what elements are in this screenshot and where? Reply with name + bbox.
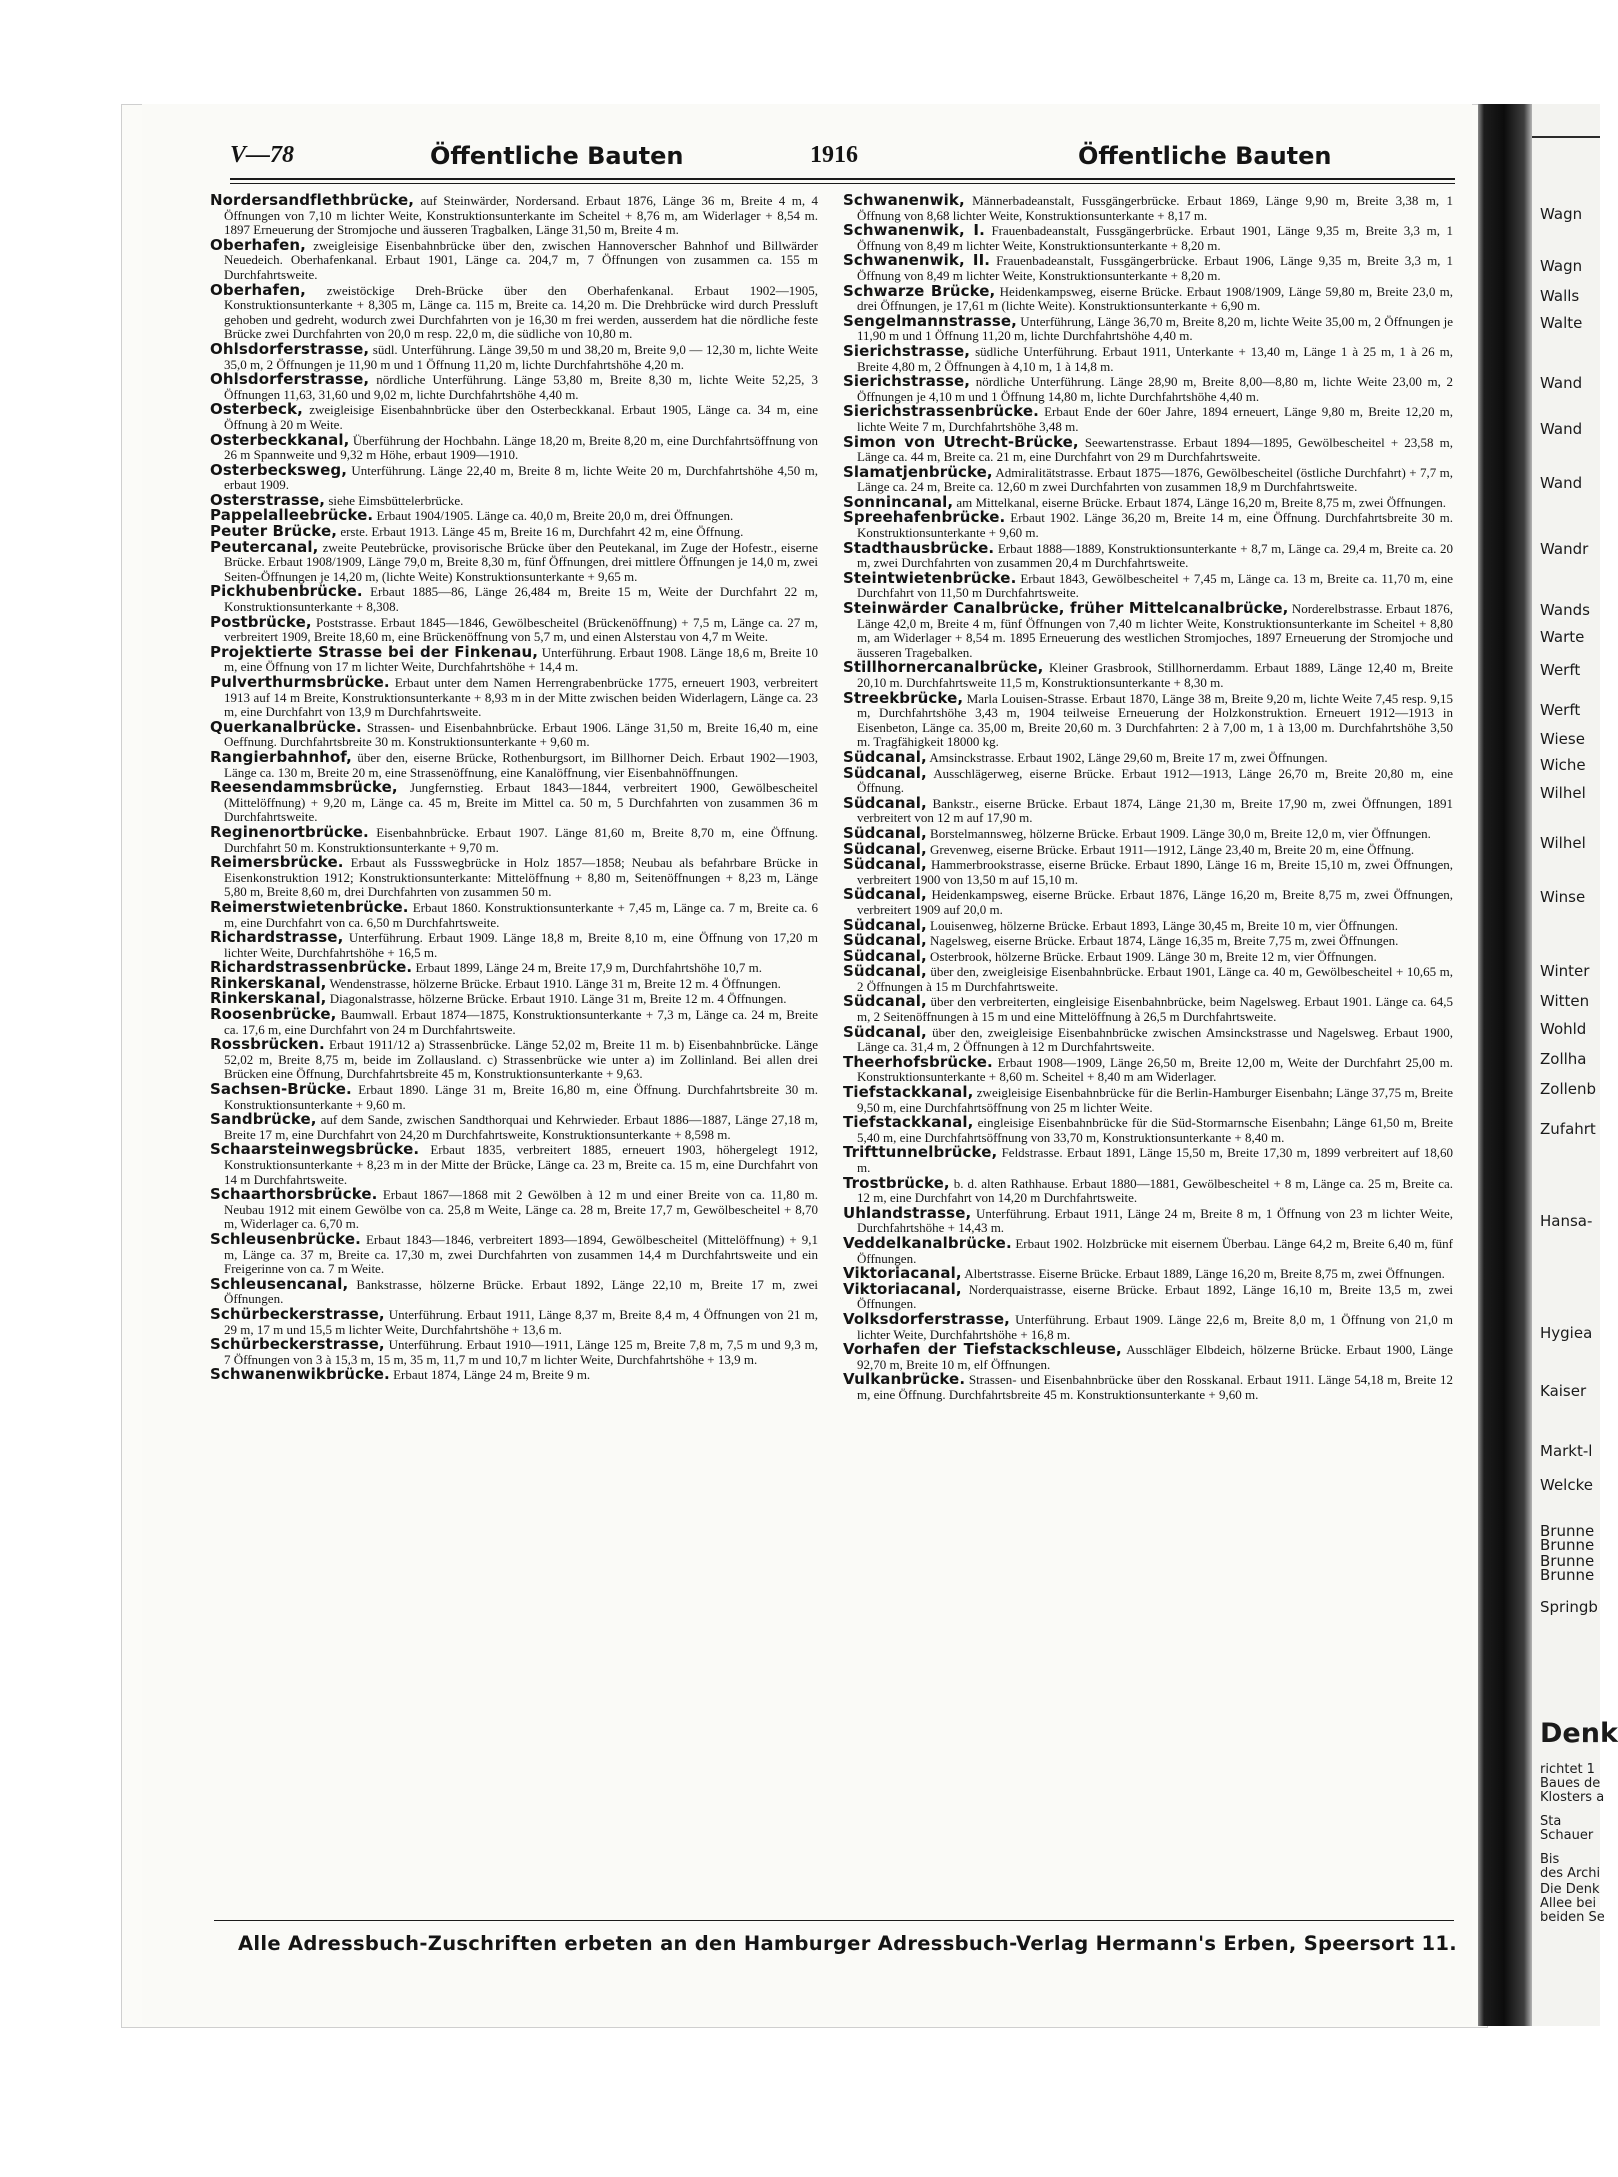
adjacent-page-line: Wagn bbox=[1540, 205, 1583, 223]
entry-text: Unterführung, Länge 36,70 m, Breite 8,20 m, lichte Weite 35,00 m, 2 Öffnungen je 11,90 m und 1 Öffnung 11,20 m, lichte Durchfahrtshöhe 4,40 m. bbox=[857, 313, 1454, 344]
adjacent-page-line: Wiese bbox=[1540, 730, 1585, 748]
entry-keyword: Querkanalbrücke. bbox=[210, 717, 362, 736]
entry-keyword: Rossbrücken. bbox=[210, 1035, 325, 1054]
book-gutter bbox=[1478, 104, 1532, 2026]
bridge-entry bbox=[843, 510, 1453, 540]
entry-text: südl. Unterführung. Länge 39,50 m und 38,20 m, Breite 9,0 — 12,30 m, lichte Weite 35,0 m, 2 Öffnungen je 11,90 m und 1 Öffnung 11,20 m, lichte Durchfahrtshöhe 4,20 m. bbox=[224, 341, 818, 372]
adjacent-page-line: Bis bbox=[1540, 1852, 1560, 1867]
adjacent-page-line: Wohld bbox=[1540, 1020, 1587, 1038]
entry-text: Erbaut 1899, Länge 24 m, Breite 17,9 m, Durchfahrtshöhe 10,7 m. bbox=[415, 960, 763, 976]
adjacent-page-line: Werft bbox=[1540, 661, 1581, 679]
bridge-entry bbox=[843, 1085, 1453, 1115]
entry-keyword: Osterbecksweg, bbox=[210, 460, 347, 479]
entry-text: Unterführung. Erbaut 1909. Länge 18,8 m, Breite 8,10 m, eine Öffnung von 17,20 m lichter Weite, Durchfahrtshöhe + 16,5 m. bbox=[224, 930, 819, 960]
bridge-entry bbox=[210, 584, 818, 614]
bridge-entry bbox=[210, 1082, 818, 1112]
bridge-entry bbox=[843, 1022, 1453, 1055]
entry-text: Heidenkampsweg, eiserne Brücke. Erbaut 1876, Länge 16,20 m, Breite 8,75 m, zwei Öffnungen, verbreitert 1909 auf 20,0 m. bbox=[857, 887, 1454, 917]
bridge-entry bbox=[843, 1145, 1453, 1175]
entry-text: Baumwall. Erbaut 1874—1875, Konstruktionsunterkante + 7,3 m, Länge ca. 24 m, Breite ca. 17,6 m, eine Durchfahrt von 24 m Durchfahrtsweite. bbox=[224, 1007, 818, 1037]
bridge-entry bbox=[843, 1342, 1453, 1372]
entry-keyword: Südcanal, bbox=[843, 931, 927, 950]
entry-keyword: Veddelkanalbrücke. bbox=[843, 1233, 1012, 1252]
entry-text: Heidenkampsweg, eiserne Brücke. Erbaut 1908/1909, Länge 59,80 m, Breite 23,0 m, drei Öffnungen, je 17,61 m (lichte Weite). Konstruktionsunterkante + 6,90 m. bbox=[857, 283, 1453, 314]
bridge-entry bbox=[210, 372, 818, 402]
entry-text: Amsinckstrasse. Erbaut 1902, Länge 29,60 m, Breite 17 m, zwei Öffnungen. bbox=[929, 749, 1328, 765]
entry-text: Borstelmannsweg, hölzerne Brücke. Erbaut 1909. Länge 30,0 m, Breite 12,0 m, vier Öffnungen. bbox=[930, 825, 1431, 841]
entry-keyword: Osterbeckkanal, bbox=[210, 430, 350, 449]
adjacent-page-line: Brunne bbox=[1540, 1536, 1595, 1554]
entry-keyword: Spreehafenbrücke. bbox=[843, 508, 1006, 527]
entry-text: Kleiner Grasbrook, Stillhornerdamm. Erbaut 1889, Länge 12,40 m, Breite 20,10 m. Durchfahrtsweite 11,5 m, Konstruktionsunterkante + 8,30 m. bbox=[857, 660, 1453, 690]
entry-keyword: Tiefstackkanal, bbox=[843, 1113, 974, 1132]
bridge-entry bbox=[210, 1007, 818, 1037]
bridge-entry bbox=[210, 402, 818, 432]
entry-keyword: Schürbeckerstrasse, bbox=[210, 1304, 385, 1323]
entry-keyword: Schleusenbrücke. bbox=[210, 1229, 361, 1248]
entry-keyword: Südcanal, bbox=[843, 946, 927, 965]
entry-keyword: Viktoriacanal, bbox=[843, 1264, 962, 1283]
running-title-left: Öffentliche Bauten bbox=[430, 142, 684, 170]
entry-keyword: Peutercanal, bbox=[210, 537, 319, 556]
entry-text: Frauenbadeanstalt, Fussgängerbrücke. Erbaut 1906, Länge 9,35 m, Breite 3,3 m, 1 Öffnung von 8,49 m lichter Weite, Konstruktionsunterkante + 8,20 m. bbox=[857, 253, 1454, 283]
entry-keyword: Reginenortbrücke. bbox=[210, 822, 369, 841]
entry-text: Erbaut 1902. Holzbrücke mit eisernem Überbau. Länge 64,2 m, Breite 6,40 m, fünf Öffnungen. bbox=[857, 1235, 1453, 1266]
bridge-entry bbox=[210, 717, 819, 750]
entry-keyword: Südcanal, bbox=[843, 962, 927, 981]
entry-keyword: Südcanal, bbox=[843, 793, 927, 812]
entry-keyword: Pappelalleebrücke. bbox=[210, 506, 374, 525]
entry-text: Norderelbstrasse. Erbaut 1876, Länge 42,0 m, Breite 4 m, fünf Öffnungen von 7,40 m lichter Weite, Konstruktionsunterkante im Scheitel + 8,80 m, am Widerlager + 8,54 m. 1895 Erneuerung des westlichen Stromjoches, 1897 Erneuerung der Stromjoche und äusseren Tragebalken. bbox=[857, 601, 1454, 660]
entry-keyword: Nordersandflethbrücke, bbox=[210, 191, 415, 209]
entry-text: nördliche Unterführung. Länge 53,80 m, Breite 8,30 m, lichte Weite 52,25, 3 Öffnungen 11,63, 31,60 und 9,02 m, lichte Durchfahrtshöhe 4,40 m. bbox=[224, 372, 818, 402]
entry-keyword: Rangierbahnhof, bbox=[210, 747, 352, 766]
entry-keyword: Reimersbrücke. bbox=[210, 853, 344, 872]
adjacent-page-line: Allee bei bbox=[1540, 1896, 1597, 1911]
bridge-entry bbox=[843, 964, 1453, 994]
entry-text: Erbaut 1867—1868 mit 2 Gewölben à 12 m und einer Breite von ca. 11,80 m. Neubau 1912 mit einem Gewölbe von ca. 25,8 m Weite, Länge ca. 28 m, Breite 17,7 m, Gewölbescheitel + 8,70 m, Widerlager ca. 6,70 m. bbox=[224, 1187, 818, 1232]
bridge-entry bbox=[210, 1367, 818, 1383]
header-rule bbox=[230, 178, 1455, 180]
adjacent-page-line: Hansa- bbox=[1540, 1212, 1593, 1230]
entry-text: Erbaut 1835, verbreitert 1885, erneuert 1903, höhergelegt 1912, Konstruktionsunterkante + 8,23 m in der Mitte der Brücke, Länge ca. 23 m, Breite ca. 15 m, eine Durchfahrt von 14 m Durchfahrtsweite. bbox=[224, 1142, 818, 1187]
adjacent-page-line: Wagn bbox=[1540, 257, 1583, 275]
entry-keyword: Südcanal, bbox=[843, 915, 927, 934]
entry-keyword: Schwanenwik, II. bbox=[843, 251, 991, 270]
entry-text: Unterführung. Erbaut 1908. Länge 18,6 m, Breite 10 m, eine Öffnung von 17 m lichter Weite, Durchfahrtshöhe + 14,4 m. bbox=[224, 644, 819, 675]
bridge-entry bbox=[210, 235, 818, 283]
entry-text: Überführung der Hochbahn. Länge 18,20 m, Breite 8,20 m, eine Durchfahrtsöffnung von 26 m Spannweite und 9,32 m Höhe, erbaut 1909—1910. bbox=[224, 432, 818, 463]
entry-text: Hammerbrookstrasse, eiserne Brücke. Erbaut 1890, Länge 16 m, Breite 15,10 m, zwei Öffnungen, verbreitert 1900 von 13,50 m auf 15,10 m. bbox=[857, 857, 1454, 887]
entry-keyword: Sierichstrasse, bbox=[843, 372, 971, 391]
adjacent-page-line: Warte bbox=[1540, 628, 1585, 646]
entry-text: Bankstr., eiserne Brücke. Erbaut 1874, Länge 21,30 m, Breite 17,90 m, zwei Öffnungen, 1891 verbreitert von 12 m auf 17,90 m. bbox=[857, 795, 1453, 826]
bridge-entry bbox=[210, 612, 818, 645]
left-column bbox=[210, 193, 818, 1383]
entry-keyword: Richardstrasse, bbox=[210, 928, 344, 947]
entry-text: Erbaut 1843, Gewölbescheitel + 7,45 m, Länge ca. 13 m, Breite ca. 11,70 m, eine Durchfahrt von 11,50 m Durchfahrtsweite. bbox=[857, 570, 1454, 601]
bridge-entry bbox=[210, 1337, 818, 1367]
entry-text: zweigleisige Eisenbahnbrücke über den, zwischen Hannoverscher Bahnhof und Billwärder Neuedeich. Oberhafenkanal. Erbaut 1901, Länge ca. 204,7 m, 7 Öffnungen von zusammen ca. 155 m Durchfahrtsweite. bbox=[224, 237, 818, 282]
bridge-entry bbox=[843, 462, 1453, 495]
entry-text: Erbaut 1860. Konstruktionsunterkante + 7,45 m, Länge ca. 7 m, Breite ca. 6 m, eine Durchfahrt von ca. 6,50 m Durchfahrtsweite. bbox=[224, 899, 818, 930]
bridge-entry bbox=[843, 933, 1453, 949]
entry-keyword: Oberhafen, bbox=[210, 280, 306, 299]
entry-text: über den, eiserne Brücke, Rothenburgsort, im Billhorner Deich. Erbaut 1902—1903, Länge ca. 130 m, Breite 20 m, eine Strassenöffnung, eine Kanalöffnung, vier Eisenbahnöffnungen. bbox=[224, 749, 819, 780]
entry-keyword: Simon von Utrecht-Brücke, bbox=[843, 432, 1079, 451]
entry-text: nördliche Unterführung. Länge 28,90 m, Breite 8,00—8,80 m, lichte Weite 23,00 m, 2 Öffnungen je 4,10 m und 1 Öffnung 14,80 m, lichte Durchfahrtshöhe 4,40 m. bbox=[857, 374, 1453, 404]
bridge-entry bbox=[843, 311, 1454, 344]
bridge-entry bbox=[210, 430, 818, 463]
entry-text: Erbaut 1911/12 a) Strassenbrücke. Länge 52,02 m, Breite 11 m. b) Eisenbahnbrücke. Länge 52,02 m, Breite 8,75 m, beide im Zollausland. c) Strassenbrücke wie unter a) im Zollinland. Bei allen drei Brücken eine Öffnung, Durchfahrtsbreite 45 m, Konstruktionsunterkante + 9,63. bbox=[224, 1037, 818, 1082]
bridge-entry bbox=[210, 1112, 818, 1142]
bridge-entry bbox=[210, 1274, 818, 1307]
entry-text: Erbaut Ende der 60er Jahre, 1894 erneuert, Länge 9,80 m, Breite 12,20 m, lichte Weite 7 m, Durchfahrtshöhe 3,48 m. bbox=[857, 404, 1453, 434]
bridge-entry bbox=[843, 253, 1453, 283]
adjacent-page-line: Brunne bbox=[1540, 1552, 1595, 1570]
entry-text: Jungfernstieg. Erbaut 1843—1844, verbreitert 1900, Gewölbescheitel (Mittelöffnung) + 9,20 m, Länge ca. 45 m, Breite im Mittel ca. 50 m, 5 Durchfahrten von zusammen 36 m Durchfahrtsweite. bbox=[224, 780, 818, 825]
bridge-entry bbox=[210, 855, 818, 900]
entry-keyword: Schaarsteinwegsbrücke. bbox=[210, 1140, 420, 1159]
bridge-entry bbox=[210, 747, 819, 780]
adjacent-page-line: Werft bbox=[1540, 701, 1581, 719]
adjacent-page-line: Wilhel bbox=[1540, 784, 1586, 802]
entry-text: Strassen- und Eisenbahnbrücke. Erbaut 1906. Länge 31,50 m, Breite 16,40 m, eine Oeffnung. Durchfahrtsbreite 30 m. Konstruktionsunterkante + 9,60 m. bbox=[224, 719, 819, 750]
adjacent-page-line: beiden Se bbox=[1540, 1910, 1605, 1925]
bridge-entry bbox=[843, 887, 1453, 917]
bridge-entry bbox=[843, 601, 1453, 660]
adjacent-page-line: richtet 1 bbox=[1540, 1762, 1595, 1777]
entry-keyword: Südcanal, bbox=[843, 1022, 927, 1041]
bridge-entry bbox=[210, 780, 818, 825]
entry-keyword: Richardstrassenbrücke. bbox=[210, 958, 413, 977]
entry-keyword: Projektierte Strasse bei der Finkenau, bbox=[210, 642, 539, 661]
bridge-entry bbox=[843, 1173, 1453, 1206]
entry-text: Strassen- und Eisenbahnbrücke über den Rosskanal. Erbaut 1911. Länge 54,18 m, Breite 12 m, eine Öffnung. Durchfahrtsbreite 45 m. Konstruktionsunterkante + 9,60 m. bbox=[857, 1372, 1453, 1402]
entry-text: auf dem Sande, zwischen Sandthorquai und Kehrwieder. Erbaut 1886—1887, Länge 27,18 m, Breite 17 m, eine Durchfahrt von 24,20 m Durchfahrtsweite, Konstruktionsunterkante + 8,598 m. bbox=[224, 1112, 819, 1142]
entry-text: Erbaut unter dem Namen Herrengrabenbrücke 1775, erneuert 1903, verbreitert 1913 auf 14 m Breite, Konstruktionsunterkante + 8,93 m in der Mitte zwischen beiden Widerlagern, Länge ca. 23 m, eine Durchfahrt von 13,9 m Durchfahrtsweite. bbox=[224, 675, 818, 720]
adjacent-page-line: Kaiser bbox=[1540, 1382, 1587, 1400]
entry-keyword: Trostbrücke, bbox=[843, 1173, 950, 1192]
entry-text: Unterführung. Erbaut 1909. Länge 22,6 m, Breite 8,0 m, 1 Öffnung von 21,0 m lichter Weite, Durchfahrtshöhe + 16,8 m. bbox=[857, 1311, 1453, 1342]
entry-text: Louisenweg, hölzerne Brücke. Erbaut 1893, Länge 30,45 m, Breite 10 m, vier Öffnungen. bbox=[930, 917, 1399, 933]
page-number: V—78 bbox=[230, 142, 295, 168]
adjacent-page-line: Walte bbox=[1540, 314, 1583, 332]
bridge-entry bbox=[843, 793, 1453, 826]
entry-text: Ausschlägerweg, eiserne Brücke. Erbaut 1912—1913, Länge 26,70 m, Breite 20,80 m, eine Öffnung. bbox=[857, 765, 1453, 796]
entry-text: Feldstrasse. Erbaut 1891, Länge 15,50 m, Breite 17,30 m, 1899 verbreitert auf 18,60 m. bbox=[857, 1145, 1454, 1175]
bridge-entry bbox=[843, 1309, 1453, 1342]
bridge-entry bbox=[843, 857, 1453, 887]
entry-text: Grevenweg, eiserne Brücke. Erbaut 1911—1912, Länge 23,40 m, Breite 20 m, eine Öffnung. bbox=[930, 841, 1415, 857]
entry-text: b. d. alten Rathhause. Erbaut 1880—1881, Gewölbescheitel + 8 m, Länge ca. 25 m, Breite ca. 12 m, eine Durchfahrt von 14,20 m Durchfahrtsweite. bbox=[857, 1175, 1453, 1206]
adjacent-page-line: Zollenb bbox=[1540, 1080, 1597, 1098]
entry-keyword: Schwarze Brücke, bbox=[843, 281, 996, 300]
adjacent-page-line: Wand bbox=[1540, 374, 1583, 392]
adjacent-page-line: Brunne bbox=[1540, 1522, 1595, 1540]
year-label: 1916 bbox=[810, 142, 858, 168]
entry-text: Eisenbahnbrücke. Erbaut 1907. Länge 81,60 m, Breite 8,70 m, eine Öffnung. Durchfahrt 50 m. Konstruktionsunterkante + 9,70 m. bbox=[224, 824, 818, 855]
bridge-entry bbox=[843, 688, 1454, 750]
entry-keyword: Volksdorferstrasse, bbox=[843, 1309, 1010, 1328]
bridge-entry bbox=[843, 374, 1453, 404]
entry-text: Erbaut 1874, Länge 24 m, Breite 9 m. bbox=[393, 1367, 591, 1383]
entry-keyword: Südcanal, bbox=[843, 992, 927, 1011]
bridge-entry bbox=[843, 660, 1453, 690]
bridge-entry bbox=[843, 1372, 1453, 1402]
bridge-entry bbox=[843, 404, 1453, 434]
bridge-entry bbox=[843, 946, 1453, 965]
adjacent-page-line: Baues de bbox=[1540, 1776, 1601, 1791]
entry-keyword: Ohlsdorferstrasse, bbox=[210, 370, 370, 389]
entry-text: Norderquaistrasse, eiserne Brücke. Erbaut 1892, Länge 16,10 m, Breite 13,5 m, zwei Öffnungen. bbox=[857, 1281, 1453, 1312]
entry-text: Erbaut 1885—86, Länge 26,484 m, Breite 15 m, Weite der Durchfahrt 22 m, Konstruktionsunterkante + 8,308. bbox=[224, 584, 819, 615]
bridge-entry bbox=[843, 1279, 1453, 1312]
adjacent-page-line: Die Denk bbox=[1540, 1882, 1600, 1897]
entry-keyword: Schaarthorsbrücke. bbox=[210, 1185, 378, 1204]
entry-keyword: Peuter Brücke, bbox=[210, 522, 338, 541]
entry-keyword: Postbrücke, bbox=[210, 612, 312, 631]
entry-keyword: Südcanal, bbox=[843, 747, 927, 766]
entry-text: zweistöckige Dreh-Brücke über den Oberhafenkanal. Erbaut 1902—1905, Konstruktionsunterkante + 8,305 m, Länge ca. 115 m, Breite ca. 14,20 m. Die Drehbrücke wird durch Pressluft gehoben und gedreht, wodurch zwei Durchfahrten von je 16,30 m frei werden, ausserdem hat die nördliche feste Brücke zwei Durchfahrten von 20,0 m resp. 22,0 m, die südliche von 10,80 m. bbox=[224, 282, 819, 342]
bridge-entry bbox=[210, 897, 818, 930]
entry-text: Marla Louisen-Strasse. Erbaut 1870, Länge 38 m, Breite 9,20 m, lichte Weite 7,45 resp. 9,15 m, Durchfahrtshöhe 3,43 m, 1904 teilweise Erneuerung der Holzkonstruktion. Erneuert 1912—1913 in Eisenbeton, Länge ca. 35,00 m, Breite 20,60 m. 3 Durchfahrten: 2 à 7,00 m, 1 à 13,00 m. Durchfahrtshöhe 3,50 m. Tragfähigkeit 18000 kg. bbox=[857, 690, 1454, 750]
entry-text: eingleisige Eisenbahnbrücke für die Süd-Stormarnsche Eisenbahn; Länge 61,50 m, Breite 5,40 m, eine Durchfahrtsöffnung von 33,70 m, Konstruktionsunterkante + 8,40 m. bbox=[857, 1115, 1454, 1145]
entry-text: Erbaut 1902. Länge 36,20 m, Breite 14 m, eine Öffnung. Durchfahrtsbreite 30 m. Konstruktionsunterkante + 9,60 m. bbox=[857, 510, 1454, 541]
entry-text: Erbaut 1888—1889, Konstruktionsunterkante + 8,7 m, Länge ca. 29,4 m, Breite ca. 20 m, zwei Durchfahrten von zusammen 20,4 m Durchfahrtsweite. bbox=[857, 540, 1453, 571]
bridge-entry bbox=[210, 280, 819, 342]
bridge-entry bbox=[843, 281, 1453, 314]
entry-text: am Mittelkanal, eiserne Brücke. Erbaut 1874, Länge 16,20 m, Breite 8,75 m, zwei Öffnungen. bbox=[956, 494, 1447, 510]
entry-text: Unterführung. Länge 22,40 m, Breite 8 m, lichte Weite 20 m, Durchfahrtshöhe 4,50 m, erbaut 1909. bbox=[224, 462, 818, 493]
entry-keyword: Steinwärder Canalbrücke, früher Mittelcanalbrücke, bbox=[843, 599, 1289, 618]
entry-keyword: Sonnincanal, bbox=[843, 492, 954, 511]
bridge-entry bbox=[843, 1115, 1453, 1145]
entry-keyword: Tiefstackkanal, bbox=[843, 1083, 974, 1102]
entry-text: Männerbadeanstalt, Fussgängerbrücke. Erbaut 1869, Länge 9,90 m, Breite 3,38 m, 1 Öffnung von 8,68 lichter Weite, Konstruktionsunterkante + 8,17 m. bbox=[857, 193, 1454, 223]
bridge-entry bbox=[210, 1142, 818, 1187]
bridge-entry bbox=[843, 839, 1453, 858]
adjacent-page-line: Wands bbox=[1540, 601, 1590, 619]
bridge-entry bbox=[843, 568, 1454, 601]
footer-notice: Alle Adressbuch-Zuschriften erbeten an den Hamburger Adressbuch-Verlag Hermann's Erben, Speersort 11. bbox=[238, 1932, 1457, 1955]
bridge-entry bbox=[843, 223, 1453, 253]
bridge-entry bbox=[843, 341, 1453, 374]
adjacent-page-line: Witten bbox=[1540, 992, 1590, 1010]
entry-keyword: Südcanal, bbox=[843, 763, 927, 782]
entry-text: siehe Eimsbüttelerbrücke. bbox=[328, 492, 464, 508]
entry-text: zweigleisige Eisenbahnbrücke für die Berlin-Hamburger Eisenbahn; Länge 37,75 m, Breite 9,50 m, eine Durchfahrtsöffnung von 25 m lichter Weite. bbox=[857, 1085, 1453, 1115]
entry-keyword: Vulkanbrücke. bbox=[843, 1370, 966, 1389]
adjacent-page-line: des Archi bbox=[1540, 1866, 1601, 1881]
adjacent-rule bbox=[1532, 136, 1600, 138]
entry-keyword: Vorhafen der Tiefstackschleuse, bbox=[843, 1340, 1122, 1359]
right-column bbox=[843, 193, 1453, 1403]
entry-text: Erbaut 1843—1846, verbreitert 1893—1894, Gewölbescheitel (Mittelöffnung) + 9,1 m, Länge ca. 37 m, Breite ca. 17,30 m, zwei Durchfahrten von zusammen 14,4 m Durchfahrtsweite und ein Freigerinne von ca. 7 m Weite. bbox=[224, 1231, 818, 1277]
adjacent-page-line: Welcke bbox=[1540, 1476, 1593, 1494]
entry-keyword: Südcanal, bbox=[843, 823, 927, 842]
adjacent-page-heading: Denk bbox=[1540, 1718, 1618, 1749]
entry-text: über den verbreiterten, eingleisige Eisenbahnbrücke, beim Nagelsweg. Erbaut 1901. Länge ca. 64,5 m, 2 Seitenöffnungen à 15 m und eine Mittelöffnung à 26,5 m Durchfahrtsweite. bbox=[857, 994, 1453, 1025]
entry-text: Unterführung. Erbaut 1911, Länge 24 m, Breite 8 m, 1 Öffnung von 23 m lichter Weite, Durchfahrtshöhe + 14,43 m. bbox=[857, 1205, 1454, 1236]
adjacent-page-line: Zollha bbox=[1540, 1050, 1587, 1068]
bridge-entry bbox=[843, 1233, 1453, 1266]
entry-keyword: Pulverthurmsbrücke. bbox=[210, 673, 390, 691]
entry-keyword: Viktoriacanal, bbox=[843, 1279, 962, 1298]
entry-text: Bankstrasse, hölzerne Brücke. Erbaut 1892, Länge 22,10 m, Breite 17 m, zwei Öffnungen. bbox=[224, 1276, 818, 1307]
entry-keyword: Südcanal, bbox=[843, 855, 927, 874]
entry-text: südliche Unterführung. Erbaut 1911, Unterkante + 13,40 m, Länge 1 à 25 m, 1 à 26 m, Breite 4,80 m, 2 Öffnungen à 4,10 m, 1 à 14,8 m. bbox=[857, 343, 1453, 374]
entry-text: Ausschläger Elbdeich, hölzerne Brücke. Erbaut 1900, Länge 92,70 m, Breite 10 m, elf Öffnungen. bbox=[857, 1342, 1453, 1372]
entry-keyword: Südcanal, bbox=[843, 885, 927, 904]
bridge-entry bbox=[843, 432, 1453, 465]
entry-keyword: Sierichstrasse, bbox=[843, 341, 971, 360]
entry-keyword: Uhlandstrasse, bbox=[843, 1203, 972, 1222]
entry-keyword: Slamatjenbrücke, bbox=[843, 462, 993, 481]
footer-rule bbox=[214, 1920, 1454, 1921]
entry-text: Erbaut 1890. Länge 31 m, Breite 16,80 m, eine Öffnung. Durchfahrtsbreite 30 m. Konstruktionsunterkante + 9,60 m. bbox=[224, 1082, 818, 1112]
bridge-entry bbox=[210, 193, 818, 238]
entry-text: erste. Erbaut 1913. Länge 45 m, Breite 16 m, Durchfahrt 42 m, eine Öffnung. bbox=[340, 524, 744, 540]
entry-text: Poststrasse. Erbaut 1845—1846, Gewölbescheitel (Brückenöffnung) + 7,5 m, Länge ca. 27 m, verbreitert 1909, Breite 18,60 m, eine Brückenöffnung von 5,7 m, und einen Alsterstau von 4,7 m Weite. bbox=[224, 614, 818, 645]
entry-keyword: Streekbrücke, bbox=[843, 688, 964, 707]
adjacent-page-line: Brunne bbox=[1540, 1566, 1595, 1584]
entry-keyword: Roosenbrücke, bbox=[210, 1005, 337, 1024]
bridge-entry bbox=[210, 1187, 818, 1232]
page-header bbox=[230, 142, 1460, 176]
header-rule-thin bbox=[230, 183, 1455, 184]
bridge-entry bbox=[210, 675, 818, 720]
adjacent-page-line: Wandr bbox=[1540, 540, 1589, 558]
entry-keyword: Stadthausbrücke. bbox=[843, 538, 995, 557]
bridge-entry bbox=[210, 339, 818, 372]
adjacent-page-line: Winse bbox=[1540, 888, 1586, 906]
entry-keyword: Sierichstrassenbrücke. bbox=[843, 402, 1039, 421]
entry-keyword: Osterbeck, bbox=[210, 400, 303, 419]
entry-keyword: Schürbeckerstrasse, bbox=[210, 1335, 385, 1354]
adjacent-page-line: Hygiea bbox=[1540, 1324, 1593, 1342]
entry-keyword: Stillhornercanalbrücke, bbox=[843, 658, 1044, 677]
entry-keyword: Schwanenwik, bbox=[843, 191, 965, 209]
entry-keyword: Rinkerskanal, bbox=[210, 989, 327, 1008]
bridge-entry bbox=[843, 823, 1453, 842]
entry-text: Wendenstrasse, hölzerne Brücke. Erbaut 1910. Länge 31 m, Breite 12 m. 4 Öffnungen. bbox=[329, 975, 781, 991]
adjacent-page-line: Springb bbox=[1540, 1598, 1598, 1616]
bridge-entry bbox=[843, 538, 1453, 571]
entry-text: Nagelsweg, eiserne Brücke. Erbaut 1874, Länge 16,35 m, Breite 7,75 m, zwei Öffnungen. bbox=[930, 933, 1399, 949]
bridge-entry bbox=[210, 642, 819, 675]
adjacent-page-line: Markt-l bbox=[1540, 1442, 1593, 1460]
adjacent-page-line: Sta bbox=[1540, 1814, 1562, 1829]
bridge-entry bbox=[843, 994, 1453, 1024]
entry-text: Erbaut 1904/1905. Länge ca. 40,0 m, Breite 20,0 m, drei Öffnungen. bbox=[376, 508, 734, 524]
entry-text: Unterführung. Erbaut 1911, Länge 8,37 m, Breite 8,4 m, 4 Öffnungen von 21 m, 29 m, 17 m und 15,5 m lichter Weite, Durchfahrtshöhe + 13,6 m. bbox=[224, 1306, 818, 1337]
entry-keyword: Schwanenwikbrücke. bbox=[210, 1365, 390, 1384]
bridge-entry bbox=[210, 822, 818, 855]
entry-keyword: Oberhafen, bbox=[210, 235, 306, 254]
bridge-entry bbox=[210, 930, 818, 960]
entry-keyword: Südcanal, bbox=[843, 839, 927, 858]
entry-keyword: Sachsen-Brücke. bbox=[210, 1080, 352, 1099]
adjacent-page-line: Wiche bbox=[1540, 756, 1586, 774]
bridge-entry bbox=[210, 1304, 818, 1337]
bridge-entry bbox=[843, 193, 1453, 223]
entry-text: auf Steinwärder, Nordersand. Erbaut 1876, Länge 36 m, Breite 4 m, 4 Öffnungen von 7,10 m lichter Weite, Konstruktionsunterkante im Scheitel + 8,76 m, am Widerlager + 8,54 m. 1897 Erneuerung der Stromjoche und äusseren Tragbalken, Länge 31,50 m, Breite 4 m. bbox=[224, 193, 819, 238]
entry-text: über den, zweigleisige Eisenbahnbrücke. Erbaut 1901, Länge ca. 40 m, Gewölbescheitel + 10,65 m, 2 Öffnungen à 15 m Durchfahrtsweite. bbox=[857, 964, 1454, 994]
entry-text: Albertstrasse. Eiserne Brücke. Erbaut 1889, Länge 16,20 m, Breite 8,75 m, zwei Öffnungen. bbox=[964, 1266, 1445, 1282]
bridge-entry bbox=[843, 1203, 1454, 1236]
adjacent-page-line: Schauer bbox=[1540, 1828, 1594, 1843]
adjacent-page-line: Walls bbox=[1540, 287, 1580, 305]
entry-text: Frauenbadeanstalt, Fussgängerbrücke. Erbaut 1901, Länge 9,35 m, Breite 3,3 m, 1 Öffnung von 8,49 m lichter Weite, Konstruktionsunterkante + 8,20 m. bbox=[857, 223, 1454, 253]
entry-text: Diagonalstrasse, hölzerne Brücke. Erbaut 1910. Länge 31 m, Breite 12 m. 4 Öffnungen. bbox=[329, 991, 787, 1007]
bridge-entry bbox=[210, 537, 818, 585]
entry-keyword: Sengelmannstrasse, bbox=[843, 311, 1017, 330]
running-title-right: Öffentliche Bauten bbox=[1078, 142, 1332, 170]
adjacent-page-line: Wilhel bbox=[1540, 834, 1586, 852]
entry-text: zweigleisige Eisenbahnbrücke über den Osterbeckkanal. Erbaut 1905, Länge ca. 34 m, eine Öffnung à 20 m Weite. bbox=[224, 402, 819, 432]
entry-keyword: Theerhofsbrücke. bbox=[843, 1052, 993, 1071]
bridge-entry bbox=[843, 763, 1453, 796]
entry-keyword: Trifttunnelbrücke, bbox=[843, 1143, 998, 1162]
entry-keyword: Pickhubenbrücke. bbox=[210, 582, 363, 601]
entry-text: Erbaut 1908—1909, Länge 26,50 m, Breite 12,00 m, Weite der Durchfahrt 25,00 m. Konstruktionsunterkante + 8,60 m. Scheitel + 8,40 m am Widerlager. bbox=[857, 1054, 1454, 1085]
bridge-entry bbox=[843, 1052, 1454, 1085]
bridge-entry bbox=[210, 1037, 818, 1082]
entry-keyword: Reesendammsbrücke, bbox=[210, 778, 398, 797]
entry-text: Osterbrook, hölzerne Brücke. Erbaut 1909. Länge 30 m, Breite 12 m, vier Öffnungen. bbox=[930, 948, 1377, 964]
entry-text: Admiralitätstrasse. Erbaut 1875—1876, Gewölbescheitel (östliche Durchfahrt) + 7,7 m, Länge ca. 24 m, Breite ca. 12,60 m zwei Durchfahrten von zusammen 18,9 m Durchfahrtsweite. bbox=[857, 464, 1453, 495]
adjacent-page-strip bbox=[1532, 104, 1618, 2026]
adjacent-page-line: Winter bbox=[1540, 962, 1590, 980]
bridge-entry bbox=[210, 460, 818, 493]
entry-text: zweite Peutebrücke, provisorische Brücke über den Peutekanal, im Zuge der Hofestr., eiserne Brücke. Erbaut 1908/1909, Länge 79,0 m, Breite 8,30 m, fünf Öffnungen, drei mittlere Öffnungen je 14,0 m, zwei Seiten-Öffnungen je 14,20 m, (lichte Weite) Konstruktionsunterkante + 9,65 m. bbox=[224, 539, 818, 584]
entry-keyword: Rinkerskanal, bbox=[210, 973, 327, 992]
entry-keyword: Reimerstwietenbrücke. bbox=[210, 897, 409, 916]
bridge-entry bbox=[843, 915, 1453, 934]
entry-keyword: Schleusencanal, bbox=[210, 1274, 349, 1293]
entry-text: Seewartenstrasse. Erbaut 1894—1895, Gewölbescheitel + 23,58 m, Länge ca. 44 m, Breite ca. 21 m, eine Durchfahrt von 29 m Durchfahrtsweite. bbox=[857, 434, 1453, 465]
entry-text: Unterführung. Erbaut 1910—1911, Länge 125 m, Breite 7,8 m, 7,5 m und 9,3 m, 7 Öffnungen von 3 à 15,3 m, 15 m, 35 m, 11,7 m und 10,7 m lichter Weite, Durchfahrtshöhe + 13,9 m. bbox=[224, 1337, 819, 1367]
entry-keyword: Ohlsdorferstrasse, bbox=[210, 339, 370, 358]
entry-keyword: Osterstrasse, bbox=[210, 490, 326, 509]
adjacent-page-line: Klosters a bbox=[1540, 1790, 1605, 1805]
entry-text: Erbaut als Fussswegbrücke in Holz 1857—1858; Neubau als befahrbare Brücke in Eisenkonstruktion 1912; Konstruktionsunterkante: Mittelöffnung + 8,80 m, Seitenöffnungen + 8,23 m, Länge 5,80 m, Breite 8,60 m, drei Durchfahrten von zusammen 50 m. bbox=[224, 855, 818, 900]
entry-keyword: Steintwietenbrücke. bbox=[843, 568, 1017, 587]
entry-keyword: Sandbrücke, bbox=[210, 1110, 317, 1129]
bridge-entry bbox=[843, 747, 1453, 766]
adjacent-page-line: Zufahrt bbox=[1540, 1120, 1596, 1138]
entry-text: über den, zweigleisige Eisenbahnbrücke zwischen Amsinckstrasse und Nagelsweg. Erbaut 1900, Länge ca. 31,4 m, 2 Öffnungen à 12 m Durchfahrtsweite. bbox=[857, 1024, 1453, 1055]
adjacent-page-line: Wand bbox=[1540, 474, 1583, 492]
entry-keyword: Schwanenwik, I. bbox=[843, 221, 985, 240]
adjacent-page-line: Wand bbox=[1540, 420, 1583, 438]
bridge-entry bbox=[210, 1229, 818, 1277]
